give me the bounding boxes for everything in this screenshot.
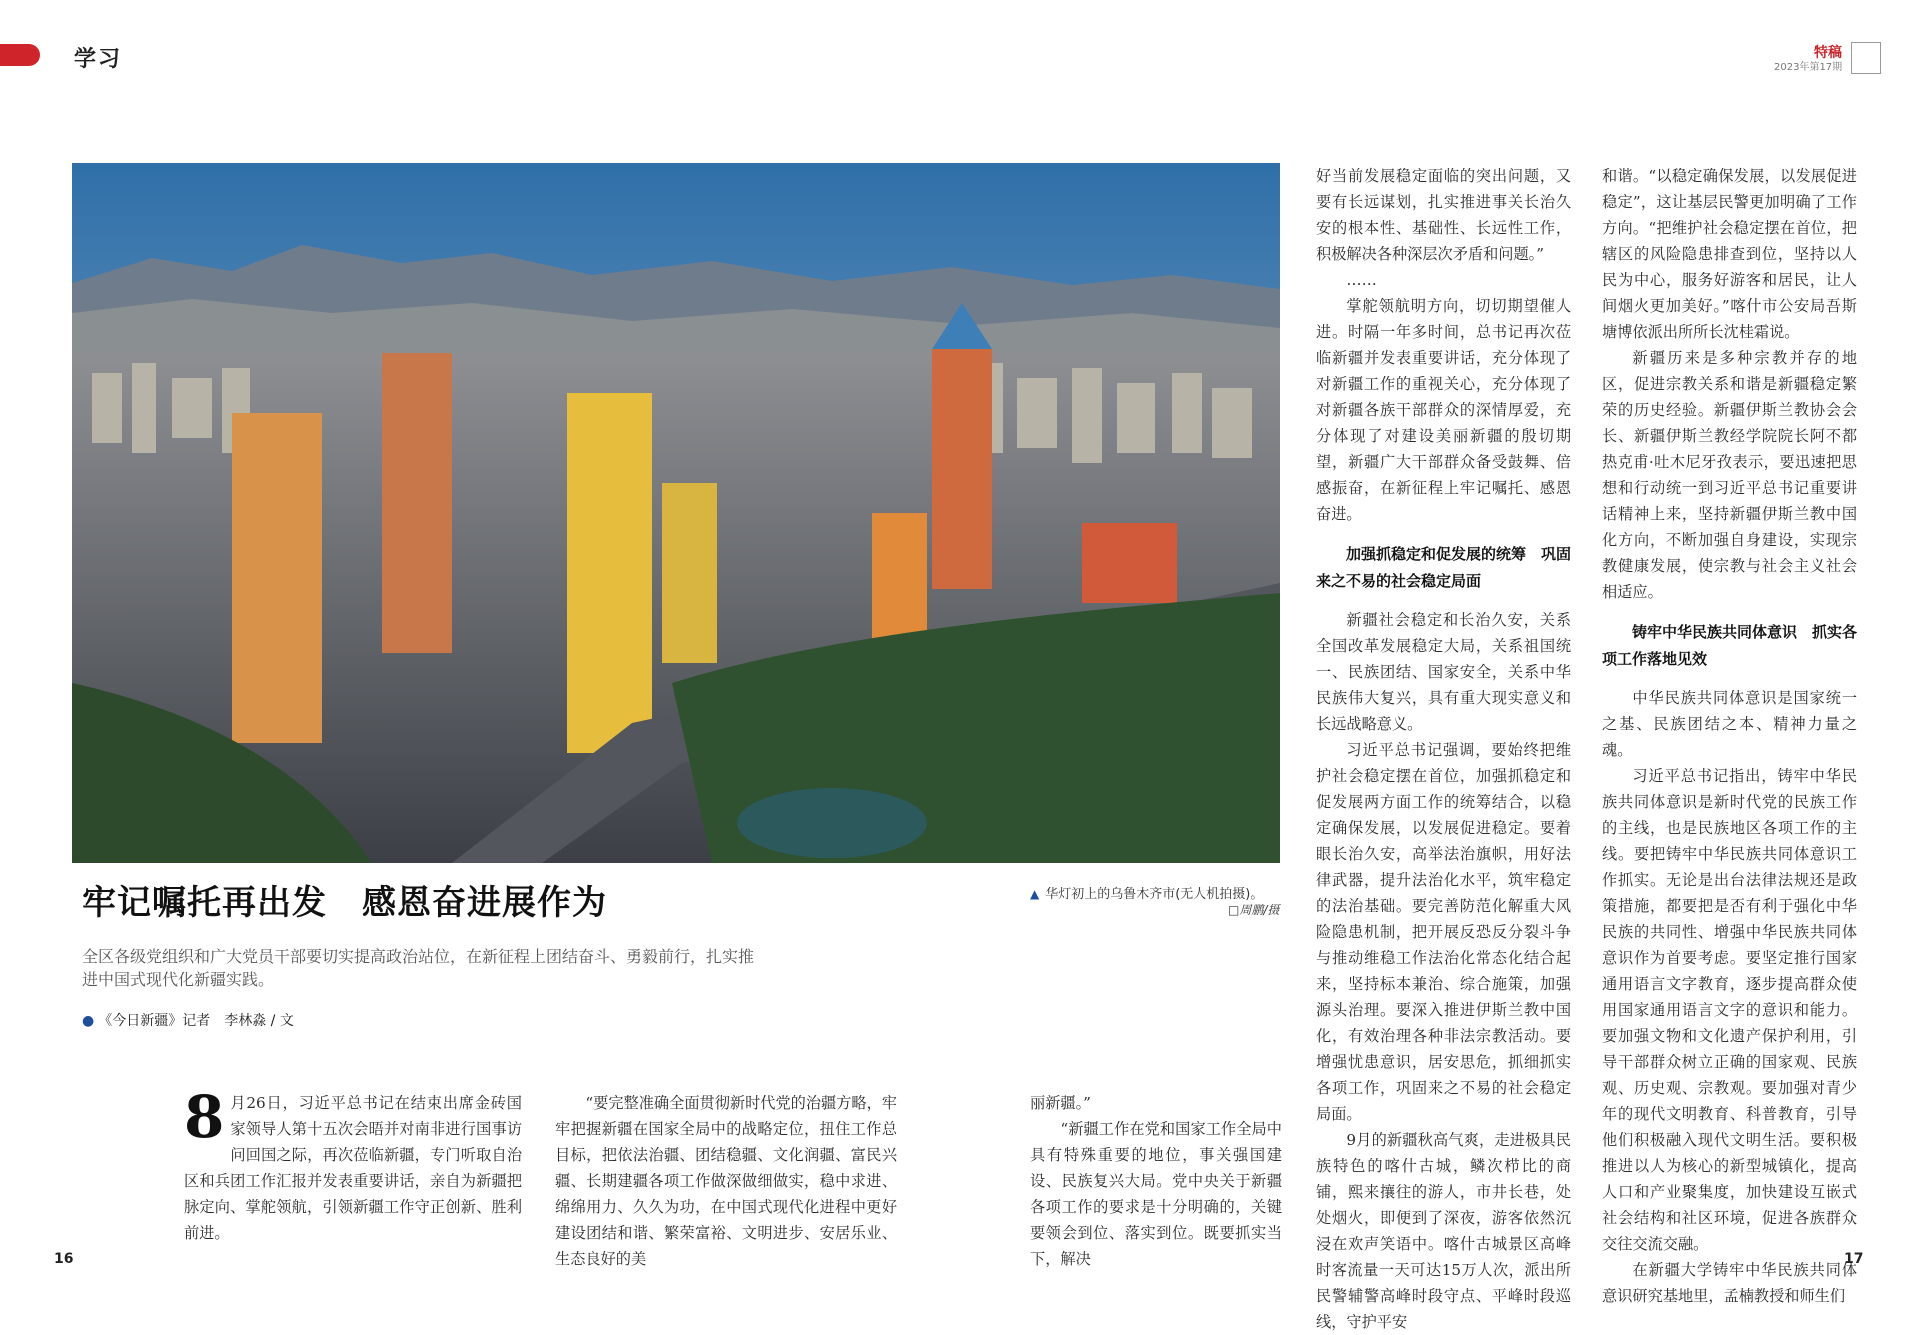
page-number-right: 17 (1844, 1251, 1864, 1267)
byline-text: 《今日新疆》记者 李林淼 / 文 (98, 1013, 294, 1029)
caption-text: 华灯初上的乌鲁木齐市(无人机拍摄)。 (1045, 887, 1264, 902)
paragraph: “要完整准确全面贯彻新时代党的治疆方略，牢牢把握新疆在国家全局中的战略定位，扭住工作总目标，把依法治疆、团结稳疆、文化润疆、富民兴疆、长期建疆各项工作做深做细做实，稳中求进、绵绵用力、久久为功，在中国式现代化进程中更好建设团结和谐、繁荣富裕、文明进步、安居乐业、生态良好的美 (555, 1094, 897, 1268)
ellipsis: …… (1346, 271, 1377, 289)
paragraph: 掌舵领航明方向，切切期望催人进。时隔一年多时间，总书记再次莅临新疆并发表重要讲话，充分体现了对新疆工作的重视关心，充分体现了对新疆各族干部群众的深情厚爱，充分体现了对建设美丽新疆的殷切期望，新疆广大干部群众备受鼓舞、倍感振奋，在新征程上牢记嘱托、感恩奋进。 (1316, 297, 1571, 523)
caption-triangle-icon: ▲ (1030, 887, 1040, 901)
section-marker (0, 44, 40, 66)
paragraph: 好当前发展稳定面临的突出问题，又要有长远谋划，扎实推进事关长治久安的根本性、基础性、长远性工作，积极解决各种深层次矛盾和问题。” (1316, 167, 1571, 263)
city-night-photo (72, 163, 1280, 863)
article-column-3 (1030, 1090, 1282, 1272)
special-report-label: 特稿 (1814, 45, 1842, 61)
article-column-4 (1316, 163, 1571, 1335)
paragraph: 习近平总书记指出，铸牢中华民族共同体意识是新时代党的民族工作的主线，也是民族地区各项工作的主线。要把铸牢中华民族共同体意识工作抓实。无论是出台法律法规还是政策措施，都要把是否有利于强化中华民族的共同性、增强中华民族共同体意识作为首要考虑。要坚定推行国家通用语言文字教育，逐步提高群众使用国家通用语言文字的意识和能力。要加强文物和文化遗产保护利用，引导干部群众树立正确的国家观、民族观、历史观、宗教观。要加强对青少年的现代文明教育、科普教育，引导他们积极融入现代文明生活。要积极推进以人为核心的新型城镇化，提高人口和产业聚集度，加快建设互嵌式社会结构和社区环境，促进各族群众交往交流交融。 (1602, 767, 1857, 1253)
section-title: 学习 (74, 47, 123, 72)
photo-caption (1030, 883, 1263, 902)
issue-number: 2023年第17期 (1774, 62, 1843, 73)
paragraph: “新疆工作在党和国家工作全局中具有特殊重要的地位，事关强国建设、民族复兴大局。党中央关于新疆各项工作的要求是十分明确的，关键要领会到位、落实到位。既要抓实当下，解决 (1030, 1120, 1282, 1268)
paragraph: 月26日，习近平总书记在结束出席金砖国家领导人第十五次会晤并对南非进行国事访问回国之际，再次莅临新疆，专门听取自治区和兵团工作汇报并发表重要讲话，亲自为新疆把脉定向、掌舵领航，引领新疆工作守正创新、胜利前进。 (184, 1094, 522, 1242)
paragraph: 新疆社会稳定和长治久安，关系全国改革发展稳定大局，关系祖国统一、民族团结、国家安全，关系中华民族伟大复兴，具有重大现实意义和长远战略意义。 (1316, 611, 1571, 733)
paragraph: 和谐。“以稳定确保发展，以发展促进稳定”，这让基层民警更加明确了工作方向。“把维护社会稳定摆在首位，把辖区的风险隐患排查到位，坚持以人民为中心，服务好游客和居民，让人间烟火更加美好。”喀什市公安局吾斯塘博依派出所所长沈桂霜说。 (1602, 167, 1857, 341)
paragraph: 中华民族共同体意识是国家统一之基、民族团结之本、精神力量之魂。 (1602, 689, 1857, 759)
paragraph: 在新疆大学铸牢中华民族共同体意识研究基地里，孟楠教授和师生们 (1602, 1261, 1857, 1305)
article-column-5 (1602, 163, 1857, 1309)
drop-cap: 8 (184, 1083, 225, 1151)
article-column-1 (184, 1083, 522, 1246)
magazine-logo (1851, 42, 1881, 74)
page-number-left: 16 (54, 1251, 74, 1267)
article-lead: 全区各级党组织和广大党员干部要切实提高政治站位，在新征程上团结奋斗、勇毅前行，扎实推进中国式现代化新疆实践。 (82, 947, 755, 989)
photo-credit: □周鹏/摄 (1228, 903, 1280, 917)
paragraph: 9月的新疆秋高气爽，走进极具民族特色的喀什古城，鳞次栉比的商铺，熙来攘往的游人，市井长巷，处处烟火，即便到了深夜，游客依然沉浸在欢声笑语中。喀什古城景区高峰时客流量一天可达15万人次，派出所民警辅警高峰时段守点、平峰时段巡线，守护平安 (1316, 1131, 1571, 1331)
article-byline (82, 1010, 294, 1030)
article-column-2 (555, 1090, 897, 1272)
paragraph: 新疆历来是多种宗教并存的地区，促进宗教关系和谐是新疆稳定繁荣的历史经验。新疆伊斯兰教协会会长、新疆伊斯兰教经学院院长阿不都热克甫·吐木尼牙孜表示，要迅速把思想和行动统一到习近平总书记重要讲话精神上来，坚持新疆伊斯兰教中国化方向，不断加强自身建设，实现宗教健康发展，使宗教与社会主义社会相适应。 (1602, 349, 1857, 601)
paragraph: 丽新疆。” (1030, 1094, 1091, 1112)
section-heading: 加强抓稳定和促发展的统筹 巩固来之不易的社会稳定局面 (1316, 545, 1572, 590)
byline-bullet-icon: ● (82, 1013, 95, 1029)
article-headline: 牢记嘱托再出发 感恩奋进展作为 (82, 883, 607, 923)
paragraph: 习近平总书记强调，要始终把维护社会稳定摆在首位，加强抓稳定和促发展两方面工作的统筹结合，以稳定确保发展，以发展促进稳定。要着眼长治久安，高举法治旗帜，用好法律武器，提升法治化水平，筑牢稳定的法治基础。要完善防范化解重大风险隐患机制，把开展反恐反分裂斗争与推动维稳工作法治化常态化结合起来，坚持标本兼治、综合施策，加强源头治理。要深入推进伊斯兰教中国化，有效治理各种非法宗教活动。要增强忧患意识，居安思危，抓细抓实各项工作，巩固来之不易的社会稳定局面。 (1316, 741, 1571, 1123)
section-heading: 铸牢中华民族共同体意识 抓实各项工作落地见效 (1602, 623, 1858, 668)
